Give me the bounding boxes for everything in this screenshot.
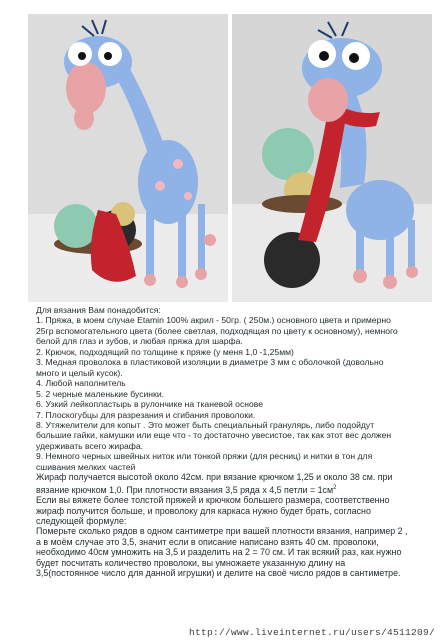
- giraffe-photo-left-drawing: [28, 14, 228, 302]
- materials-intro: Для вязания Вам понадобится:: [36, 305, 161, 315]
- wire-line: Померьте сколько рядов в одном сантиметре при вашей плотности вязания, например 2 ,: [36, 526, 408, 537]
- wire-line: а в моём случае это 3,5, значит если в описание написано взять 40 см. проволоки,: [36, 536, 379, 547]
- materials-section: [36, 305, 428, 472]
- materials-line: 9. Немного черных швейных ниток или тонкой пряжи (для ресниц) и нитки в тон для: [36, 451, 373, 462]
- giraffe-photo-right-drawing: [232, 14, 432, 302]
- materials-line: удерживать всего жирафа.: [36, 440, 143, 451]
- source-url: http://www.liveinternet.ru/users/4511209/: [188, 627, 435, 638]
- materials-line: белой для глаз и зубов, и любая пряжа для шарфа.: [36, 336, 243, 347]
- materials-line: 1. Пряжа, в моем случае Etamin 100% акрил - 50гр. ( 250м.) основного цвета и примерно: [36, 315, 391, 326]
- materials-line: сшивания мелких частей: [36, 461, 136, 472]
- article-text: [36, 305, 428, 579]
- wire-line: Если вы вяжете более толстой пряжей и крючком большего размера, соответственно: [36, 495, 390, 506]
- superscript: 2: [333, 484, 337, 491]
- materials-line: большие гайки, камушки или еще что - то достаточно увесистое, так как этот вес должен: [36, 430, 392, 441]
- materials-line: 5. 2 черные маленькие бусинки.: [36, 388, 165, 399]
- size-line: Жираф получается высотой около 42см. при вязание крючком 1,25 и около 38 см. при: [36, 472, 393, 483]
- giraffe-photo-right: [232, 14, 432, 302]
- size-line: вязание крючком 1,0. При плотности вязания 3,5 ряда х 4,5 петли = 1см: [36, 484, 334, 495]
- materials-line: много и целый кусок).: [36, 367, 123, 378]
- wire-note: [36, 495, 428, 579]
- size-line-density: [36, 483, 428, 495]
- giraffe-photo-left: [28, 14, 228, 302]
- materials-line: 25гр вспомогательного цвета (более светлая, подходящая по цвету к основному), немного: [36, 325, 398, 336]
- wire-line: 3,5(постоянное число для данной игрушки) и делите на своё число рядов в сантиметре.: [36, 568, 401, 579]
- materials-line: 7. Плоскогубцы для разрезания и сгибания проволоки.: [36, 409, 256, 420]
- size-note: [36, 472, 428, 495]
- wire-line: будет посчитать количество проволоки, вы умножаете указанную длину на: [36, 557, 346, 568]
- wire-line: следующей формуле:: [36, 516, 127, 527]
- materials-line: 8. Утяжелители для копыт . Это может быть специальный гранулярь, либо подойдут: [36, 419, 375, 430]
- materials-line: 2. Крючок, подходящий по толщине к пряже (у меня 1,0 -1,25мм): [36, 346, 294, 357]
- materials-line: 3. Медная проволока в пластиковой изоляции в диаметре 3 мм с оболочкой (довольно: [36, 357, 384, 368]
- materials-line: 4. Любой наполнитель: [36, 378, 126, 389]
- wire-line: жираф получится больше, и проволоку для каркаса нужно будет брать, согласно: [36, 505, 371, 516]
- materials-line: 6. Узкий лейкопластырь в рулончике на тканевой основе: [36, 399, 264, 410]
- wire-line: необходимо 40см умножить на 3,5 и разделить на 2 = 70 см. И так всякий раз, как нужно: [36, 547, 402, 558]
